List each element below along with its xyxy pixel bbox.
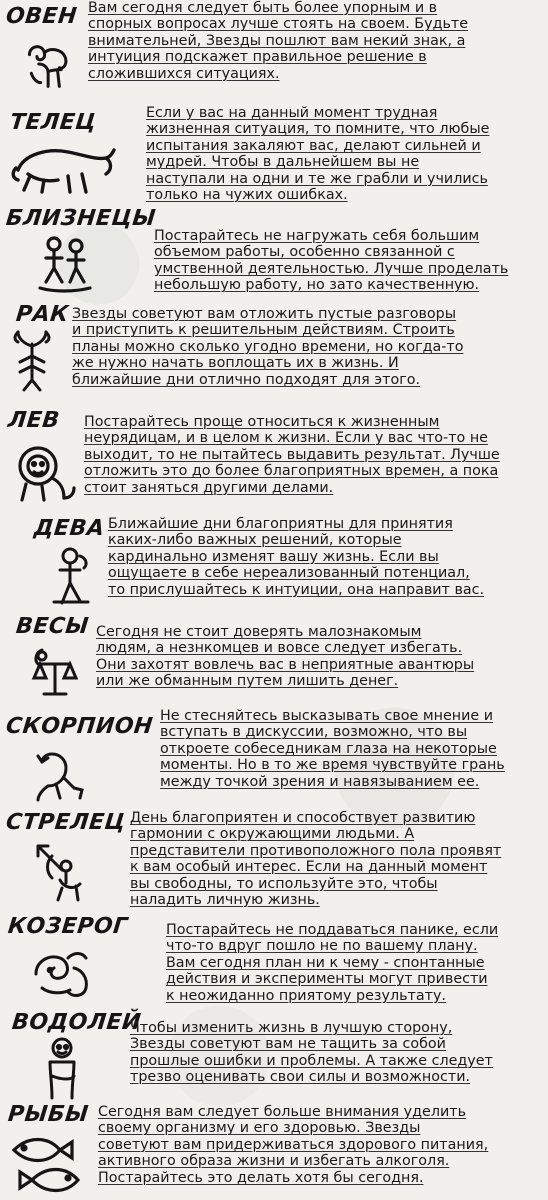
bull-icon [8,140,120,198]
sign-text: Звезды советуют вам отложить пустые разговоры и приступить к решительным действиям. Строить планы можно сколько угодно времени, но когда-то же нужно начать воплощать их в жизнь. И ближайшие дни отлично подходят для этого. [72,306,464,388]
ram-icon [22,34,78,94]
sign-name: ЛЕВ [6,408,61,433]
sign-text: Ближайшие дни благоприятны для принятия каких-либо важных решений, которые кардинально изменят вашу жизнь. Если вы ощущаете в себе нереализованный потенциал, то прислушайтесь к интуиции, она направит вас. [108,516,485,598]
scales-icon [28,646,78,704]
maiden-icon [48,546,94,608]
crayfish-icon [10,330,54,392]
sign-name: РАК [14,302,70,327]
water-bearer-icon [38,1036,90,1102]
sign-name: ОВЕН [4,4,79,29]
sign-text: День благоприятен и способствует развитию гармонии с окружающими людьми. А представители противоположного пола проявят к вам особый интерес. Если на данный момент вы свободны, то используйте это, чтобы наладить личную жизнь. [130,810,502,909]
goat-icon [28,944,98,1002]
sign-name: КОЗЕРОГ [6,914,130,939]
sign-text: Постарайтесь проще относиться к жизненным неурядицам, и в целом к жизни. Если у вас что-то не выходит, то не пытайтесь выдавить результат. Лучше отложить это до более благоприятных времен, а пока стоит заняться другими делами. [84,414,500,496]
sign-name: РЫБЫ [6,1102,90,1127]
sign-name: БЛИЗНЕЦЫ [4,206,158,231]
sign-name: ВЕСЫ [14,614,91,639]
sign-text: Сегодня вам следует больше внимания уделить своему организму и его здоровью. Звезды советуют вам придерживаться здорового питания, активного образа жизни и избегать алкоголя. Постарайтесь это делать хотя бы сегодня. [98,1104,489,1186]
sign-text: Постарайтесь не поддаваться панике, если что-то вдруг пошло не по вашему плану. Вам сегодня план ни к чему - спонтанные действия и эксперименты могут привести к неожиданно приятому результату. [166,922,499,1004]
sign-text: Если у вас на данный момент трудная жизненная ситуация, то помните, что любые испытания закаляют вас, делают сильней и мудрей. Чтобы в дальнейшем вы не наступали на одни и те же грабли и учились только на чужих ошибках. [146,105,490,204]
sign-text: Чтобы изменить жизнь в лучшую сторону, Звезды советуют вам не тащить за собой прошлые ошибки и проблемы. А также следует трезво оценивать свои силы и возможности. [130,1020,493,1086]
scorpion-icon [28,742,90,804]
twins-icon [36,234,94,294]
sign-name: СТРЕЛЕЦ [4,810,127,835]
sign-name: ВОДОЛЕЙ [10,1010,143,1035]
sign-name: ДЕВА [32,516,106,541]
archer-icon [32,840,88,902]
sign-name: СКОРПИОН [4,714,155,739]
sign-text: Сегодня не стоит доверять малознакомым людям, а незнкомцев и вовсе следует избегать. Они захотят вовлечь вас в неприятные авантюры или же обманным путем лишить денег. [96,624,475,690]
fish-icon [8,1130,88,1196]
lion-icon [12,440,80,506]
sign-name: ТЕЛЕЦ [8,110,98,135]
sign-text: Вам сегодня следует быть более упорным и в спорных вопросах лучше стоять на своем. Будьте внимательней, Звезды пошлют вам некий знак, а интуиция подскажет правильное решение в сложившихся ситуациях. [88,0,469,82]
sign-text: Постарайтесь не нагружать себя большим объемом работы, особенно связанной с умственной деятельностью. Лучше проделать небольшую работу, но зато качественную. [154,228,509,294]
sign-text: Не стесняйтесь высказывать свое мнение и вступать в дискуссии, возможно, что вы откроете собеседникам глаза на некоторые моменты. Но в то же время чувствуйте грань между точкой зрения и навязыванием ее. [160,708,505,790]
